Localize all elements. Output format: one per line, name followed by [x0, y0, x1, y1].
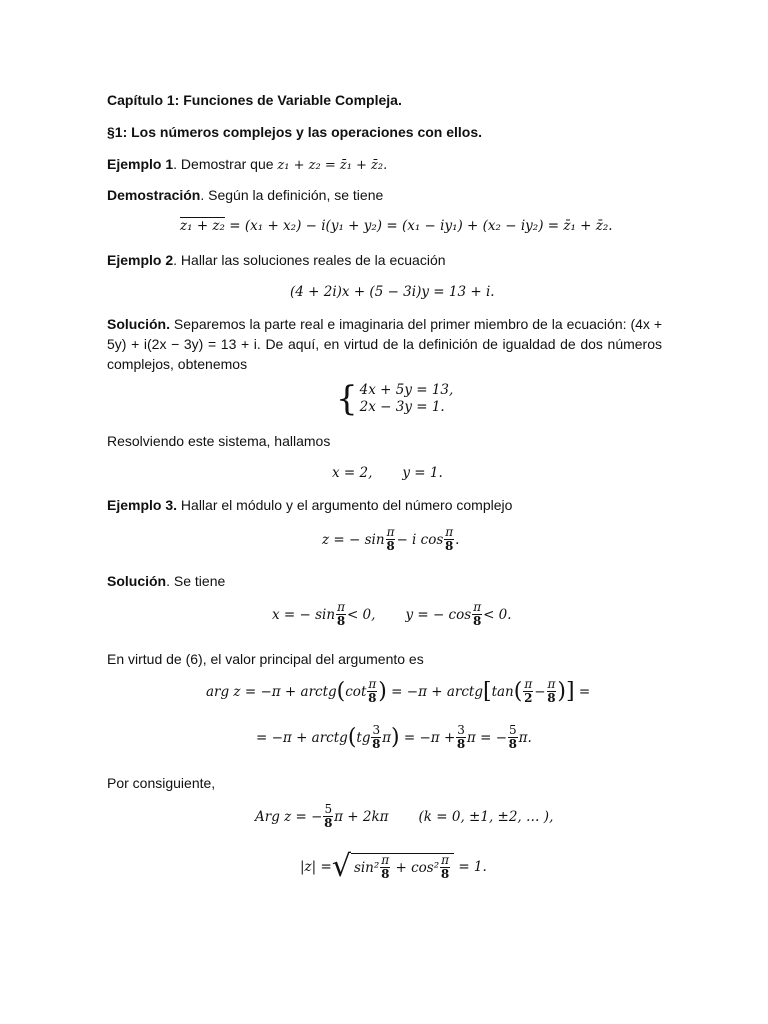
example-3 — [107, 496, 512, 514]
fraction-pi-8: $\frac{\pi}{8}$ — [472, 600, 482, 628]
arg2-d: π. — [518, 729, 532, 746]
Arg-c: (k = 0, ±1, ±2, … ), — [418, 808, 554, 825]
z-definition: z = − sin $\frac{\pi}{8}$ − i cos $\frac{\pi}{8}$ . — [322, 525, 460, 553]
por-consiguiente-text: Por consiguiente, — [107, 775, 216, 791]
demostracion — [107, 186, 383, 204]
resolviendo-text: Resolviendo este sistema, hallamos — [107, 433, 331, 449]
Arg-b: π + 2kπ — [334, 808, 389, 825]
system-eq-2: 2x − 3y = 1. — [359, 399, 445, 415]
fraction-pi-8: $\frac{\pi}{8}$ — [368, 677, 377, 705]
arg1-c: = — [578, 683, 591, 700]
arg1-a: arg z = −π + arctg — [206, 683, 337, 700]
xy-inequalities — [272, 601, 512, 628]
solucion-2-text: Separemos la parte real e imaginaria del primer miembro de la ecuación: (4x + 5y) + i(2x − 3y) = 13 + i. De aquí, en virtud de la definición de igualdad de dos números complejos, obtenemos — [107, 316, 662, 372]
Arg-a: Arg z = − — [255, 808, 323, 825]
arg2-a: = −π + arctg — [256, 729, 348, 746]
x-lhs: x = − sin — [272, 606, 336, 623]
demo-eq-rhs: (x₁ + x₂) − i(y₁ + y₂) = (x₁ − iy₁) + (x₂ − iy₂) = z̄₁ + z̄₂. — [244, 218, 613, 234]
fraction-3-8: $\frac{3}{8}$ — [372, 723, 381, 751]
mod-b: = 1. — [458, 859, 487, 875]
arg1-b: = −π + arctg — [391, 683, 483, 700]
radical-icon: √ — [331, 849, 351, 884]
solucion-2-paragraph — [107, 314, 662, 374]
demostracion-text: . Según la definición, se tiene — [200, 187, 384, 203]
fraction-pi-2: $\frac{\pi}{2}$ — [524, 677, 533, 705]
z-lhs: z = − sin — [322, 531, 385, 548]
fraction-pi-8: $\frac{\pi}{8}$ — [381, 853, 390, 881]
demostracion-equation: z₁ + z₂ = (x₁ + x₂) − i(y₁ + y₂) = (x₁ − iy₁) + (x₂ − iy₂) = z̄₁ + z̄₂. — [180, 218, 613, 234]
x-rhs: < 0, — [346, 606, 376, 623]
demostracion-label: Demostración — [107, 187, 201, 203]
fraction-5-8: $\frac{5}{8}$ — [508, 723, 517, 751]
modulus-equation — [300, 849, 487, 884]
solution-values — [332, 465, 443, 481]
en-virtud-text: En virtud de (6), el valor principal del argumento es — [107, 651, 424, 667]
example-3-label: Ejemplo 3. — [107, 497, 178, 513]
section-title: §1: Los números complejos y las operaciones con ellos. — [107, 124, 483, 140]
fraction-5-8: $\frac{5}{8}$ — [324, 802, 333, 830]
solucion-3-label: Solución — [107, 573, 167, 589]
example-2-equation: (4 + 2i)x + (5 − 3i)y = 13 + i. — [290, 284, 495, 300]
y-lhs: y = − cos — [405, 606, 472, 623]
fraction-3-8: $\frac{3}{8}$ — [456, 723, 466, 751]
y-rhs: < 0. — [483, 606, 512, 623]
example-1-statement: z₁ + z₂ = z̄₁ + z̄₂. — [277, 158, 388, 173]
example-1-text: . Demostrar que — [173, 156, 278, 172]
mod-a: |z| = — [300, 859, 332, 875]
chapter-title: Capítulo 1: Funciones de Variable Compleja. — [107, 92, 402, 108]
example-1 — [107, 155, 387, 175]
arg2-b: = −π + — [403, 729, 456, 746]
solucion-3-text: . Se tiene — [166, 573, 226, 589]
example-2 — [107, 251, 446, 269]
fraction-pi-8: $\frac{\pi}{8}$ — [440, 853, 450, 881]
fraction-pi-8: $\frac{\pi}{8}$ — [386, 525, 395, 553]
solucion-2-label: Solución. — [107, 316, 170, 332]
x-value: x = 2, — [332, 465, 373, 481]
fraction-pi-8: $\frac{\pi}{8}$ — [336, 600, 346, 628]
example-2-text: . Hallar las soluciones reales de la ecuación — [173, 252, 446, 268]
Arg-equation — [255, 803, 553, 830]
example-3-text: Hallar el módulo y el argumento del número complejo — [177, 497, 513, 513]
z-mid: − i cos — [396, 531, 444, 548]
arg-equation-line-1: arg z = −π + arctg ( cot $\frac{\pi}{8}$ ) = −π + arctg [ tan ( $\frac{\pi}{2}$ − $\frac{\pi}{8}$ )] = — [206, 677, 591, 705]
square-root: √ sin² $\frac{\pi}{8}$ + cos² $\frac{\pi}{8}$ — [332, 852, 454, 882]
example-1-label: Ejemplo 1 — [107, 156, 174, 172]
y-value: y = 1. — [402, 465, 443, 481]
example-2-label: Ejemplo 2 — [107, 252, 174, 268]
system-equations — [336, 379, 454, 419]
fraction-pi-8: $\frac{\pi}{8}$ — [445, 525, 454, 553]
fraction-pi-8: $\frac{\pi}{8}$ — [547, 677, 556, 705]
system-eq-1: 4x + 5y = 13, — [359, 382, 454, 398]
arg2-c: π = − — [466, 729, 507, 746]
arg-equation-line-2: = −π + arctg ( tg $\frac{3}{8}$ π ) = −π + $\frac{3}{8}$ π = − $\frac{5}{8}$ π. — [256, 723, 532, 751]
brace-icon: { — [336, 379, 358, 419]
solucion-3 — [107, 572, 225, 590]
